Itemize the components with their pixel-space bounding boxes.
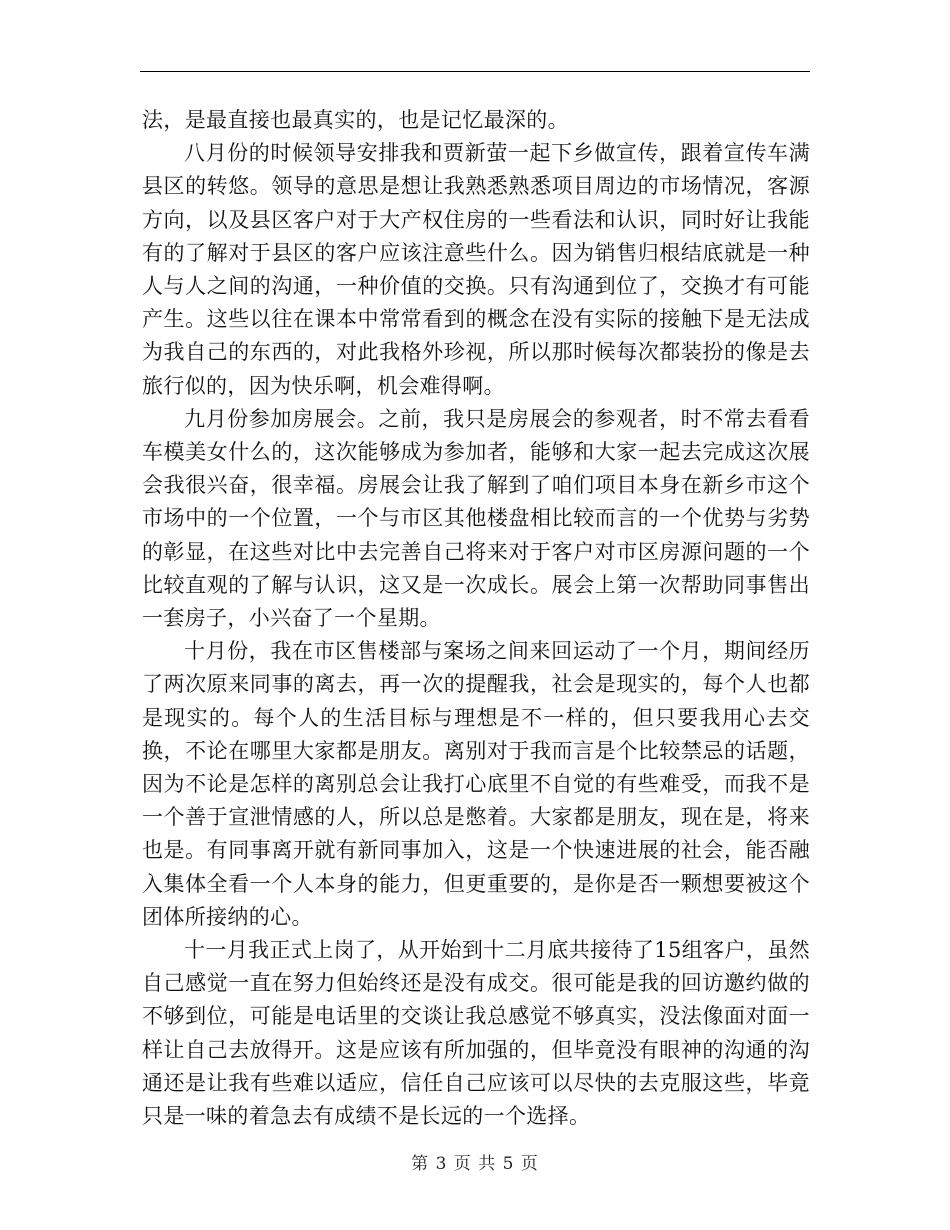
paragraph-5: 十一月我正式上岗了，从开始到十二月底共接待了15组客户，虽然自己感觉一直在努力但始终还是没有成交。很可能是我的回访邀约做的不够到位，可能是电话里的交谈让我总感觉不够真实，没法像面对面一样让自己去放得开。这是应该有所加强的，但毕竟没有眼神的沟通的沟通还是让我有些难以适应，信任自己应该可以尽快的去克服这些，毕竟只是一味的着急去有成绩不是长远的一个选择。	[142, 938, 810, 1129]
page-number-footer: 第 3 页 共 5 页	[411, 1154, 539, 1174]
document-body	[142, 104, 810, 1133]
paragraph-1: 法，是最直接也最真实的，也是记忆最深的。	[142, 108, 569, 132]
paragraph-3: 九月份参加房展会。之前，我只是房展会的参观者，时不常去看看车模美女什么的，这次能够成为参加者，能够和大家一起去完成这次展会我很兴奋，很幸福。房展会让我了解到了咱们项目本身在新乡市这个市场中的一个位置，一个与市区其他楼盘相比较而言的一个优势与劣势的彰显，在这些对比中去完善自己将来对于客户对市区房源问题的一个比较直观的了解与认识，这又是一次成长。展会上第一次帮助同事售出一套房子，小兴奋了一个星期。	[142, 406, 810, 631]
paragraph-4: 十月份，我在市区售楼部与案场之间来回运动了一个月，期间经历了两次原来同事的离去，再一次的提醒我，社会是现实的，每个人也都是现实的。每个人的生活目标与理想是不一样的，但只要我用心去交换，不论在哪里大家都是朋友。离别对于我而言是个比较禁忌的话题，因为不论是怎样的离别总会让我打心底里不自觉的有些难受，而我不是一个善于宣泄情感的人，所以总是憋着。大家都是朋友，现在是，将来也是。有同事离开就有新同事加入，这是一个快速进展的社会，能否融入集体全看一个人本身的能力，但更重要的，是你是否一颗想要被这个团体所接纳的心。	[142, 639, 810, 929]
paragraph-2: 八月份的时候领导安排我和贾新萤一起下乡做宣传，跟着宣传车满县区的转悠。领导的意思是想让我熟悉熟悉项目周边的市场情况，客源方向，以及县区客户对于大产权住房的一些看法和认识，同时好让我能有的了解对于县区的客户应该注意些什么。因为销售归根结底就是一种人与人之间的沟通，一种价值的交换。只有沟通到位了，交换才有可能产生。这些以往在课本中常常看到的概念在没有实际的接触下是无法成为我自己的东西的，对此我格外珍视，所以那时候每次都装扮的像是去旅行似的，因为快乐啊，机会难得啊。	[142, 141, 810, 398]
header-rule	[140, 71, 810, 72]
